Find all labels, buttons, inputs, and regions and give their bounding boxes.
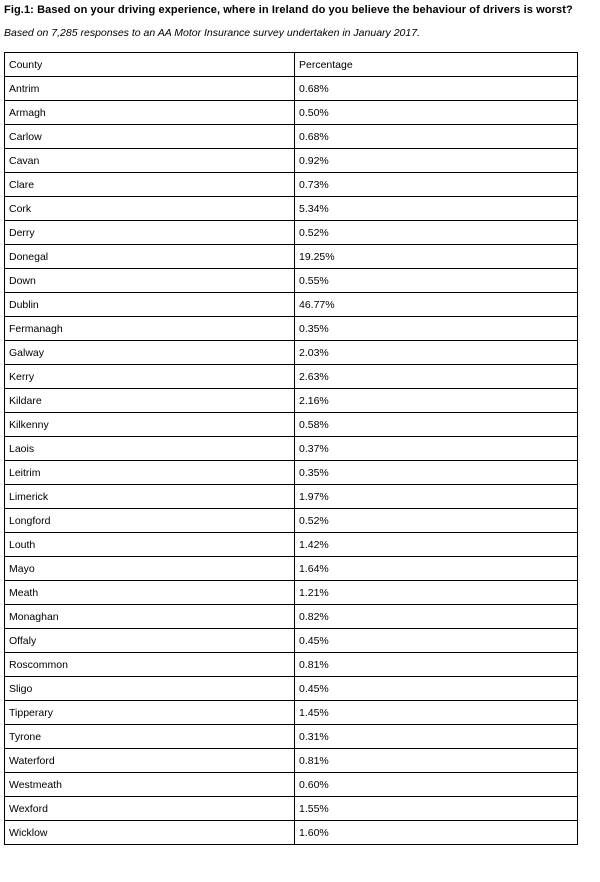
percentage-cell: 1.55% xyxy=(295,797,578,821)
county-cell: Monaghan xyxy=(5,605,295,629)
table-row xyxy=(5,485,578,509)
percentage-cell: 5.34% xyxy=(295,197,578,221)
county-cell: Dublin xyxy=(5,293,295,317)
table-row xyxy=(5,701,578,725)
percentage-cell: 0.35% xyxy=(295,461,578,485)
county-cell: Laois xyxy=(5,437,295,461)
table-row xyxy=(5,749,578,773)
county-cell: Longford xyxy=(5,509,295,533)
table-row xyxy=(5,509,578,533)
table-row xyxy=(5,173,578,197)
county-cell: Mayo xyxy=(5,557,295,581)
percentage-cell: 0.82% xyxy=(295,605,578,629)
county-cell: Wicklow xyxy=(5,821,295,845)
table-row xyxy=(5,389,578,413)
table-row xyxy=(5,125,578,149)
table-row xyxy=(5,101,578,125)
table-row xyxy=(5,149,578,173)
county-cell: Kilkenny xyxy=(5,413,295,437)
county-cell: Antrim xyxy=(5,77,295,101)
county-cell: Donegal xyxy=(5,245,295,269)
percentage-cell: 2.16% xyxy=(295,389,578,413)
percentage-cell: 19.25% xyxy=(295,245,578,269)
county-cell: Carlow xyxy=(5,125,295,149)
header-percentage: Percentage xyxy=(295,53,578,77)
percentage-cell: 1.64% xyxy=(295,557,578,581)
county-cell: Louth xyxy=(5,533,295,557)
county-cell: Cork xyxy=(5,197,295,221)
table-row xyxy=(5,773,578,797)
county-cell: Galway xyxy=(5,341,295,365)
header-county: County xyxy=(5,53,295,77)
percentage-cell: 1.21% xyxy=(295,581,578,605)
percentage-cell: 0.45% xyxy=(295,677,578,701)
percentage-cell: 1.42% xyxy=(295,533,578,557)
table-row xyxy=(5,461,578,485)
figure-title: Fig.1: Based on your driving experience, where in Ireland do you believe the behaviour of drivers is worst? xyxy=(4,4,573,16)
county-cell: Tipperary xyxy=(5,701,295,725)
percentage-cell: 0.35% xyxy=(295,317,578,341)
county-cell: Sligo xyxy=(5,677,295,701)
percentage-cell: 0.92% xyxy=(295,149,578,173)
county-cell: Roscommon xyxy=(5,653,295,677)
percentage-cell: 1.45% xyxy=(295,701,578,725)
percentage-cell: 0.58% xyxy=(295,413,578,437)
county-cell: Clare xyxy=(5,173,295,197)
table-row xyxy=(5,293,578,317)
county-cell: Fermanagh xyxy=(5,317,295,341)
table-row xyxy=(5,413,578,437)
percentage-cell: 0.52% xyxy=(295,509,578,533)
percentage-cell: 0.52% xyxy=(295,221,578,245)
percentage-cell: 0.55% xyxy=(295,269,578,293)
percentage-cell: 46.77% xyxy=(295,293,578,317)
county-cell: Limerick xyxy=(5,485,295,509)
county-cell: Offaly xyxy=(5,629,295,653)
table-row xyxy=(5,269,578,293)
county-cell: Armagh xyxy=(5,101,295,125)
county-cell: Waterford xyxy=(5,749,295,773)
table-row xyxy=(5,533,578,557)
percentage-cell: 2.03% xyxy=(295,341,578,365)
percentage-cell: 0.68% xyxy=(295,125,578,149)
percentage-cell: 1.97% xyxy=(295,485,578,509)
percentage-cell: 0.37% xyxy=(295,437,578,461)
percentage-cell: 0.31% xyxy=(295,725,578,749)
table-row xyxy=(5,629,578,653)
county-cell: Kildare xyxy=(5,389,295,413)
percentage-cell: 2.63% xyxy=(295,365,578,389)
table-row xyxy=(5,557,578,581)
table-row xyxy=(5,797,578,821)
county-cell: Cavan xyxy=(5,149,295,173)
table-row xyxy=(5,317,578,341)
county-cell: Tyrone xyxy=(5,725,295,749)
percentage-cell: 1.60% xyxy=(295,821,578,845)
table-row xyxy=(5,677,578,701)
table-row xyxy=(5,653,578,677)
county-cell: Down xyxy=(5,269,295,293)
figure-subtitle: Based on 7,285 responses to an AA Motor Insurance survey undertaken in January 2017. xyxy=(4,27,420,39)
county-percentage-table xyxy=(4,52,578,845)
table-row xyxy=(5,77,578,101)
table-row xyxy=(5,341,578,365)
county-cell: Meath xyxy=(5,581,295,605)
percentage-cell: 0.81% xyxy=(295,653,578,677)
table-row xyxy=(5,365,578,389)
county-cell: Westmeath xyxy=(5,773,295,797)
table-header-row xyxy=(5,53,578,77)
percentage-cell: 0.50% xyxy=(295,101,578,125)
table-row xyxy=(5,821,578,845)
table-row xyxy=(5,725,578,749)
county-cell: Leitrim xyxy=(5,461,295,485)
county-cell: Derry xyxy=(5,221,295,245)
percentage-cell: 0.45% xyxy=(295,629,578,653)
table-row xyxy=(5,221,578,245)
percentage-cell: 0.73% xyxy=(295,173,578,197)
table-row xyxy=(5,245,578,269)
percentage-cell: 0.81% xyxy=(295,749,578,773)
table-row xyxy=(5,437,578,461)
table-row xyxy=(5,605,578,629)
county-cell: Kerry xyxy=(5,365,295,389)
table-row xyxy=(5,581,578,605)
table-body xyxy=(5,77,578,845)
percentage-cell: 0.60% xyxy=(295,773,578,797)
table-row xyxy=(5,197,578,221)
county-cell: Wexford xyxy=(5,797,295,821)
percentage-cell: 0.68% xyxy=(295,77,578,101)
